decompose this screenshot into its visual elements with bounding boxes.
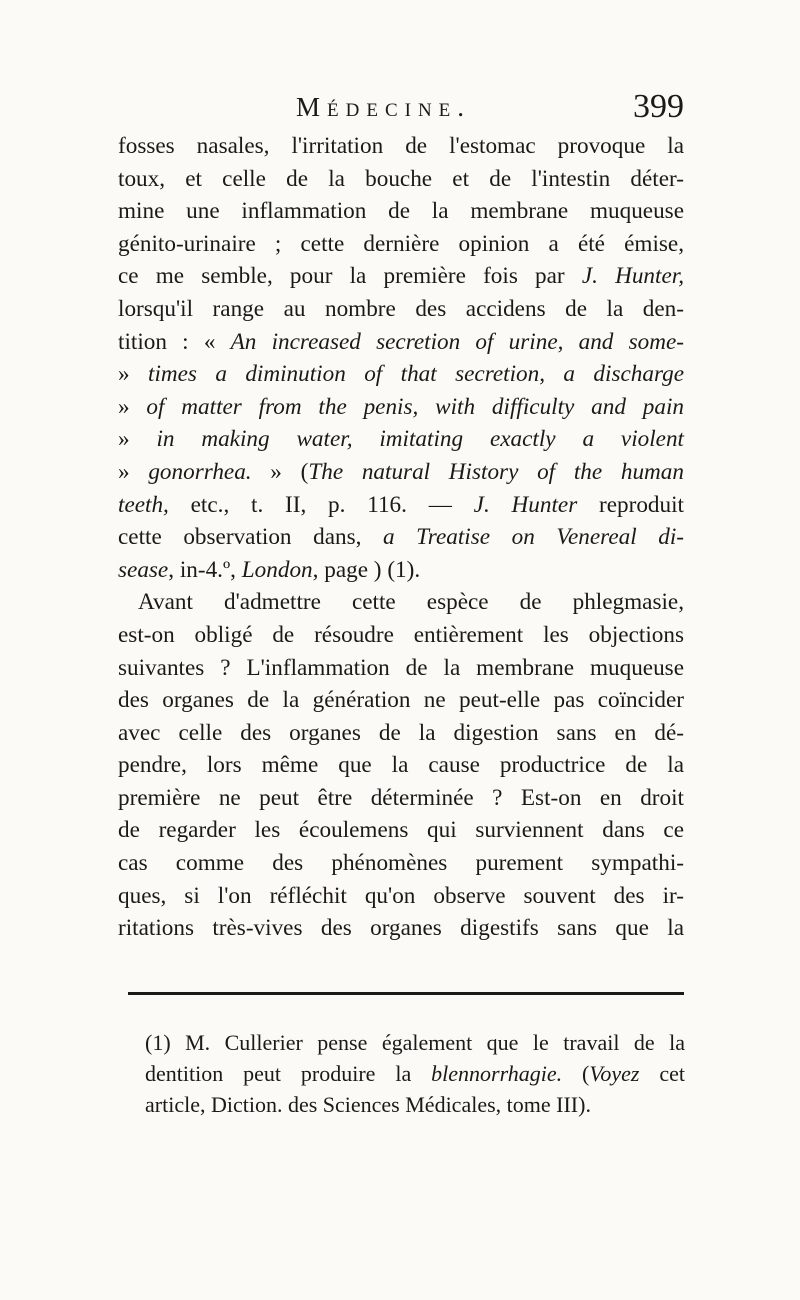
footnote-rule <box>128 992 684 995</box>
body-line <box>118 130 684 163</box>
running-head <box>118 88 684 128</box>
text-run: » ( <box>251 458 309 485</box>
body-line <box>118 586 684 619</box>
body-line <box>118 554 684 587</box>
text-run: J. Hunter <box>473 491 578 518</box>
text-run: J. Hunter, <box>581 263 684 290</box>
body-line <box>118 814 684 847</box>
text-run: cas comme des phénomènes purement sympathi- <box>118 850 684 877</box>
page-number: 399 <box>633 88 684 125</box>
text-run: fosses nasales, l'irritation de l'estomac provoque la <box>118 133 684 159</box>
text-run: An increased secretion of urine, and some- <box>230 328 684 355</box>
body-line <box>118 717 684 750</box>
body-line <box>118 391 684 424</box>
text-run: cette observation dans, <box>118 524 383 551</box>
text-run: génito-urinaire ; cette dernière opinion a été émise, <box>118 230 684 257</box>
footnote-line <box>145 1058 685 1089</box>
text-run: a Treatise on Venereal di- <box>383 524 684 551</box>
text-run: toux, et celle de la bouche et de l'intestin déter- <box>118 165 684 192</box>
text-run: » <box>118 361 148 388</box>
text-run: etc., t. II, p. 116. — <box>168 491 474 518</box>
text-run: , page ) (1). <box>312 556 421 583</box>
body-line <box>118 260 684 293</box>
footnote-line <box>145 1027 685 1058</box>
text-run: reproduit <box>577 491 685 518</box>
text-run: pendre, lors même que la cause productrice de la <box>118 752 684 779</box>
body-line <box>118 847 684 880</box>
text-run: des organes de la génération ne peut-elle pas coïncider <box>118 687 684 714</box>
body-line <box>118 489 684 522</box>
text-run: ritations très-vives des organes digestifs sans que la <box>118 915 684 942</box>
body-line <box>118 195 684 228</box>
footnote <box>145 1027 685 1120</box>
text-run: est-on obligé de résoudre entièrement les objections <box>118 621 684 648</box>
body-line <box>118 228 684 261</box>
text-run: in making water, imitating exactly a violent <box>156 426 684 453</box>
body-line <box>118 163 684 196</box>
body-line <box>118 456 684 489</box>
text-run: ques, si l'on réfléchit qu'on observe souvent des ir- <box>118 882 684 909</box>
running-head-title: Médecine. <box>296 92 472 122</box>
text-run: » <box>118 393 147 420</box>
text-run: ce me semble, pour la première fois par <box>118 263 582 290</box>
text-run: times a diminution of that secretion, a discharge <box>148 361 685 388</box>
text-run: , in-4.º, <box>168 556 242 583</box>
body-line <box>118 619 684 652</box>
body-line <box>118 326 684 359</box>
body-line <box>118 782 684 815</box>
text-run: dentition peut produire la <box>145 1061 432 1086</box>
text-run: blennorrhagie. <box>431 1061 563 1086</box>
body-line <box>118 293 684 326</box>
text-run: lorsqu'il range au nombre des accidens de la den- <box>118 295 684 322</box>
body-line <box>118 684 684 717</box>
text-run: ( <box>562 1061 590 1086</box>
body-text <box>118 130 684 945</box>
text-run: » <box>118 426 157 453</box>
text-run: mine une inflammation de la membrane muqueuse <box>118 198 684 225</box>
text-run: gonorrhea. <box>148 458 252 485</box>
body-line <box>118 521 684 554</box>
text-run: première ne peut être déterminée ? Est-on en droit <box>118 784 684 811</box>
text-run: teeth, <box>118 491 169 518</box>
text-run: tition : « <box>118 328 231 355</box>
text-run: London <box>241 556 313 583</box>
text-run: (1) M. Cullerier pense également que le travail de la <box>145 1030 685 1055</box>
text-run: avec celle des organes de la digestion sans en dé- <box>118 719 684 746</box>
text-run: » <box>118 458 149 485</box>
text-run: Voyez <box>589 1061 640 1086</box>
footnote-line <box>145 1089 685 1120</box>
text-run: The natural History of the human <box>308 458 684 485</box>
text-run: of matter from the penis, with difficulty and pain <box>146 393 684 420</box>
text-run: cet <box>639 1061 685 1086</box>
body-line <box>118 912 684 945</box>
body-line <box>118 749 684 782</box>
body-line <box>118 880 684 913</box>
body-line <box>118 423 684 456</box>
text-run: article, Diction. des Sciences Médicales, tome III). <box>145 1092 591 1117</box>
text-run: suivantes ? L'inflammation de la membrane muqueuse <box>118 654 684 681</box>
text-run: Avant d'admettre cette espèce de phlegmasie, <box>138 589 684 616</box>
body-line <box>118 652 684 685</box>
text-run: sease <box>118 556 169 583</box>
body-line <box>118 358 684 391</box>
text-run: de regarder les écoulemens qui surviennent dans ce <box>118 817 684 844</box>
